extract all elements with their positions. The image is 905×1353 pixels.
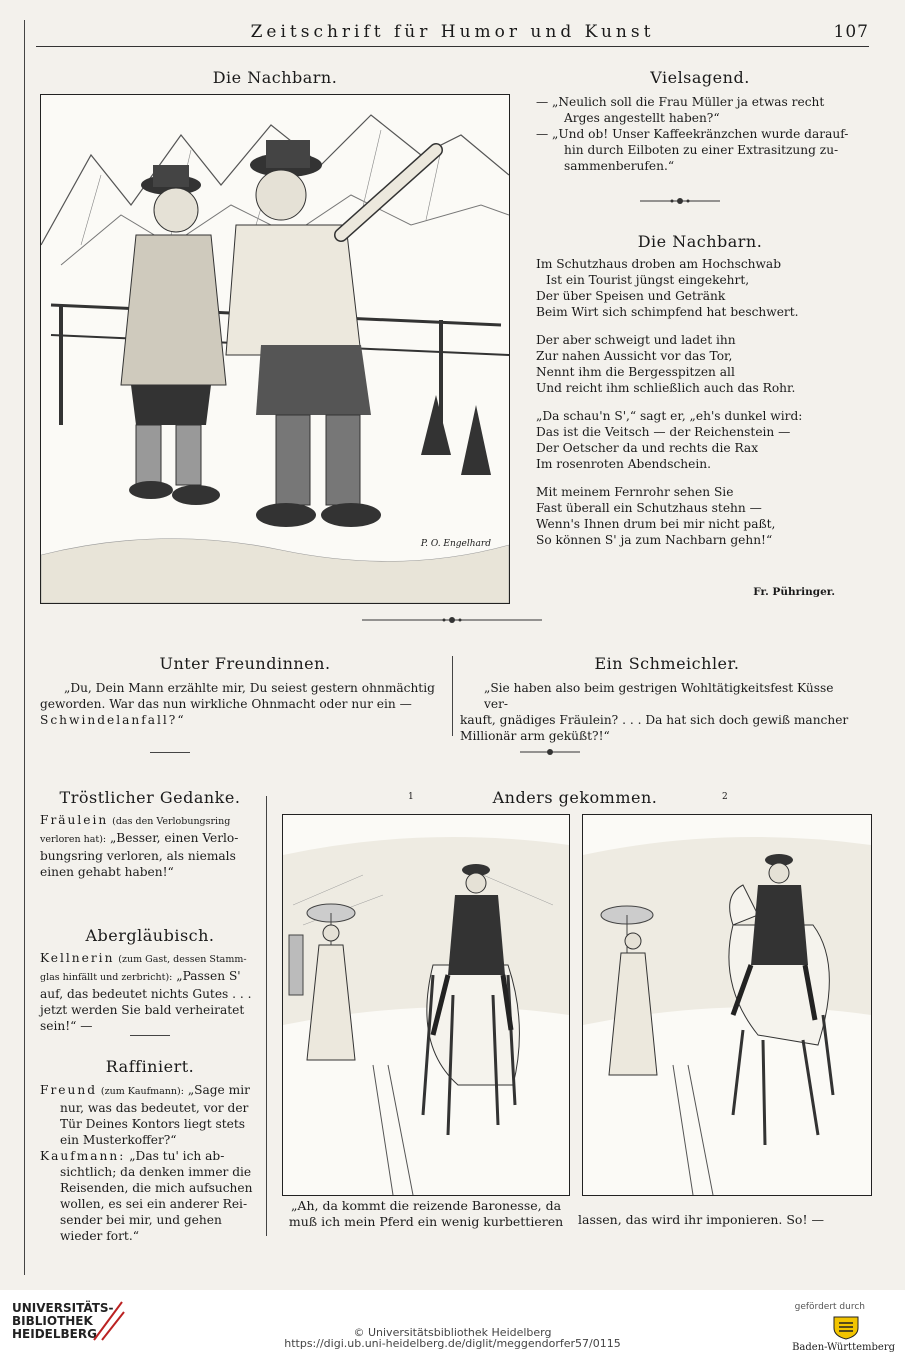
mountain-scene-drawing (41, 95, 509, 603)
poem-line: „Da schau'n S',“ sagt er, „eh's dunkel wird: (536, 409, 803, 423)
vielsagend-line: — „Neulich soll die Frau Müller ja etwas recht (536, 95, 825, 109)
poem-line: Beim Wirt sich schimpfend hat beschwert. (536, 305, 799, 319)
poem-stanza (536, 408, 866, 472)
poem-line: Ist ein Tourist jüngst eingekehrt, (546, 273, 750, 287)
ornament-divider (520, 747, 580, 757)
footer-bar (0, 1290, 905, 1353)
poem-line: Fast überall ein Schutzhaus stehn — (536, 501, 762, 515)
panel-number-2: 2 (722, 792, 728, 802)
poem-line: Der über Speisen und Getränk (536, 289, 726, 303)
poem-line: Nennt ihm die Bergesspitzen all (536, 365, 735, 379)
column-divider (266, 796, 267, 1236)
troestlich-note: (das den Verlobungsring (112, 816, 231, 827)
troestlich-line: einen gehabt haben!“ (40, 865, 174, 879)
raffiniert-line: Reisenden, die mich aufsuchen (60, 1181, 253, 1195)
poem-stanza (536, 256, 866, 320)
raffiniert-title: Raffiniert. (105, 1057, 195, 1076)
illustration-title: Die Nachbarn. (212, 68, 338, 87)
anders-title: Anders gekommen. (492, 788, 658, 807)
copyright-text: © Universitätsbibliothek Heidelberg (353, 1326, 552, 1339)
poem-stanza (536, 484, 866, 548)
poem-line: So können S' ja zum Nachbarn gehn!“ (536, 533, 773, 547)
raffiniert-line: wollen, es sei ein anderer Rei- (60, 1197, 248, 1211)
anders-caption-left (276, 1198, 576, 1230)
panel-number-1: 1 (408, 792, 414, 802)
aberglaeubisch-title: Abergläubisch. (85, 926, 215, 945)
poem-line: Der Oetscher da und rechts die Rax (536, 441, 759, 455)
poem-body (536, 256, 866, 560)
aberglaeubisch-text (40, 950, 256, 1034)
troestlich-line: bungsring verloren, als niemals (40, 849, 236, 863)
troestlich-line: „Besser, einen Verlo- (109, 831, 239, 845)
schmeichler-line: Millionär arm geküßt?!“ (460, 729, 610, 743)
aberglaeubisch-line: „Passen S' (176, 969, 241, 983)
poem-title: Die Nachbarn. (637, 232, 763, 251)
poem-line: Im rosenroten Abendschein. (536, 457, 711, 471)
aberglaeubisch-line: sein!“ — (40, 1019, 93, 1033)
poem-line: Der aber schweigt und ladet ihn (536, 333, 736, 347)
rider-and-baroness-drawing-2 (583, 815, 871, 1195)
university-logo-line: HEIDELBERG (12, 1327, 97, 1341)
aberglaeubisch-note: (zum Gast, dessen Stamm- (118, 954, 247, 965)
poem-author: Fr. Pühringer. (753, 586, 835, 598)
raffiniert-line: nur, was das bedeutet, vor der (60, 1101, 249, 1115)
running-head-title: Zeitschrift für Humor und Kunst (250, 22, 655, 42)
baden-wuerttemberg-crest-icon[interactable] (831, 1314, 861, 1340)
freundinnen-title: Unter Freundinnen. (159, 654, 331, 673)
schmeichler-line: kauft, gnädiges Fräulein? . . . Da hat sich doch gewiß mancher (460, 713, 849, 727)
vielsagend-title: Vielsagend. (650, 68, 750, 87)
poem-stanza (536, 332, 866, 396)
freundinnen-text (40, 680, 440, 728)
poem-line: Mit meinem Fernrohr sehen Sie (536, 485, 734, 499)
poem-line: Und reicht ihm schließlich auch das Rohr. (536, 381, 796, 395)
funded-by-label: gefördert durch (794, 1302, 865, 1312)
comic-panel-2 (582, 814, 872, 1196)
freundinnen-line: Schwindelanfall?“ (40, 713, 186, 727)
raffiniert-speaker-2: Kaufmann: (40, 1149, 126, 1163)
university-logo-line: BIBLIOTHEK (12, 1314, 93, 1328)
raffiniert-line: wieder fort.“ (60, 1229, 139, 1243)
troestlich-title: Tröstlicher Gedanke. (59, 788, 241, 807)
poem-line: Wenn's Ihnen drum bei mir nicht paßt, (536, 517, 776, 531)
short-rule (130, 1035, 170, 1036)
comic-panel-1 (282, 814, 570, 1196)
vielsagend-line: Arges angestellt haben?“ (564, 111, 720, 125)
rider-and-baroness-drawing-1 (283, 815, 569, 1195)
freundinnen-line: „Du, Dein Mann erzählte mir, Du seiest gestern ohnmächtig (64, 681, 435, 695)
raffiniert-line: Tür Deines Kontors liegt stets (60, 1117, 246, 1131)
poem-line: Zur nahen Aussicht vor das Tor, (536, 349, 733, 363)
aberglaeubisch-line: jetzt werden Sie bald verheiratet (40, 1003, 245, 1017)
aberglaeubisch-line: auf, das bedeutet nichts Gutes . . . (40, 987, 252, 1001)
troestlich-text (40, 812, 256, 880)
raffiniert-line: sichtlich; da denken immer die (60, 1165, 252, 1179)
raffiniert-line: ein Musterkoffer?“ (60, 1133, 177, 1147)
aberglaeubisch-note: glas hinfällt und zerbricht): (40, 972, 173, 983)
raffiniert-line: „Das tu' ich ab- (129, 1149, 225, 1163)
freundinnen-line: geworden. War das nun wirkliche Ohnmacht oder nur ein — (40, 697, 412, 711)
anders-caption-line: muß ich mein Pferd ein wenig kurbettieren (288, 1214, 564, 1229)
page-number: 107 (833, 22, 869, 42)
vielsagend-line: — „Und ob! Unser Kaffeekränzchen wurde darauf- (536, 127, 849, 141)
vielsagend-line: hin durch Eilboten zu einer Extrasitzung zu- (564, 143, 839, 157)
ornament-divider (362, 615, 542, 625)
running-head (36, 22, 869, 47)
raffiniert-speaker-1: Freund (40, 1083, 97, 1097)
troestlich-speaker: Fräulein (40, 813, 109, 827)
ornament-divider (640, 196, 720, 206)
troestlich-note: verloren hat): (40, 834, 107, 845)
poem-line: Das ist die Veitsch — der Reichenstein — (536, 425, 791, 439)
illustration-neighbours (40, 94, 510, 604)
aberglaeubisch-speaker: Kellnerin (40, 951, 115, 965)
short-rule (150, 752, 190, 753)
anders-caption-line: „Ah, da kommt die reizende Baronesse, da (290, 1198, 562, 1213)
raffiniert-line: „Sage mir (187, 1083, 250, 1097)
poem-line: Im Schutzhaus droben am Hochschwab (536, 257, 781, 271)
schmeichler-title: Ein Schmeichler. (594, 654, 740, 673)
schmeichler-text (460, 680, 860, 744)
illustration-signature: P. O. Engelhard (420, 539, 491, 549)
column-divider (452, 656, 453, 736)
raffiniert-line: sender bei mir, und gehen (60, 1213, 222, 1227)
university-logo-line: UNIVERSITÄTS- (12, 1301, 114, 1315)
schmeichler-line: „Sie haben also beim gestrigen Wohltätigkeitsfest Küsse ver- (484, 681, 834, 711)
funder-name: Baden-Württemberg (792, 1342, 895, 1353)
raffiniert-note: (zum Kaufmann): (100, 1086, 184, 1097)
anders-caption-right: lassen, das wird ihr imponieren. So! — (578, 1212, 824, 1227)
source-url[interactable]: https://digi.ub.uni-heidelberg.de/diglit/meggendorfer57/0115 (284, 1337, 621, 1350)
vielsagend-line: sammenberufen.“ (564, 159, 675, 173)
vielsagend-text (536, 94, 866, 174)
page-margin-line (24, 20, 25, 1275)
raffiniert-text (40, 1082, 256, 1244)
